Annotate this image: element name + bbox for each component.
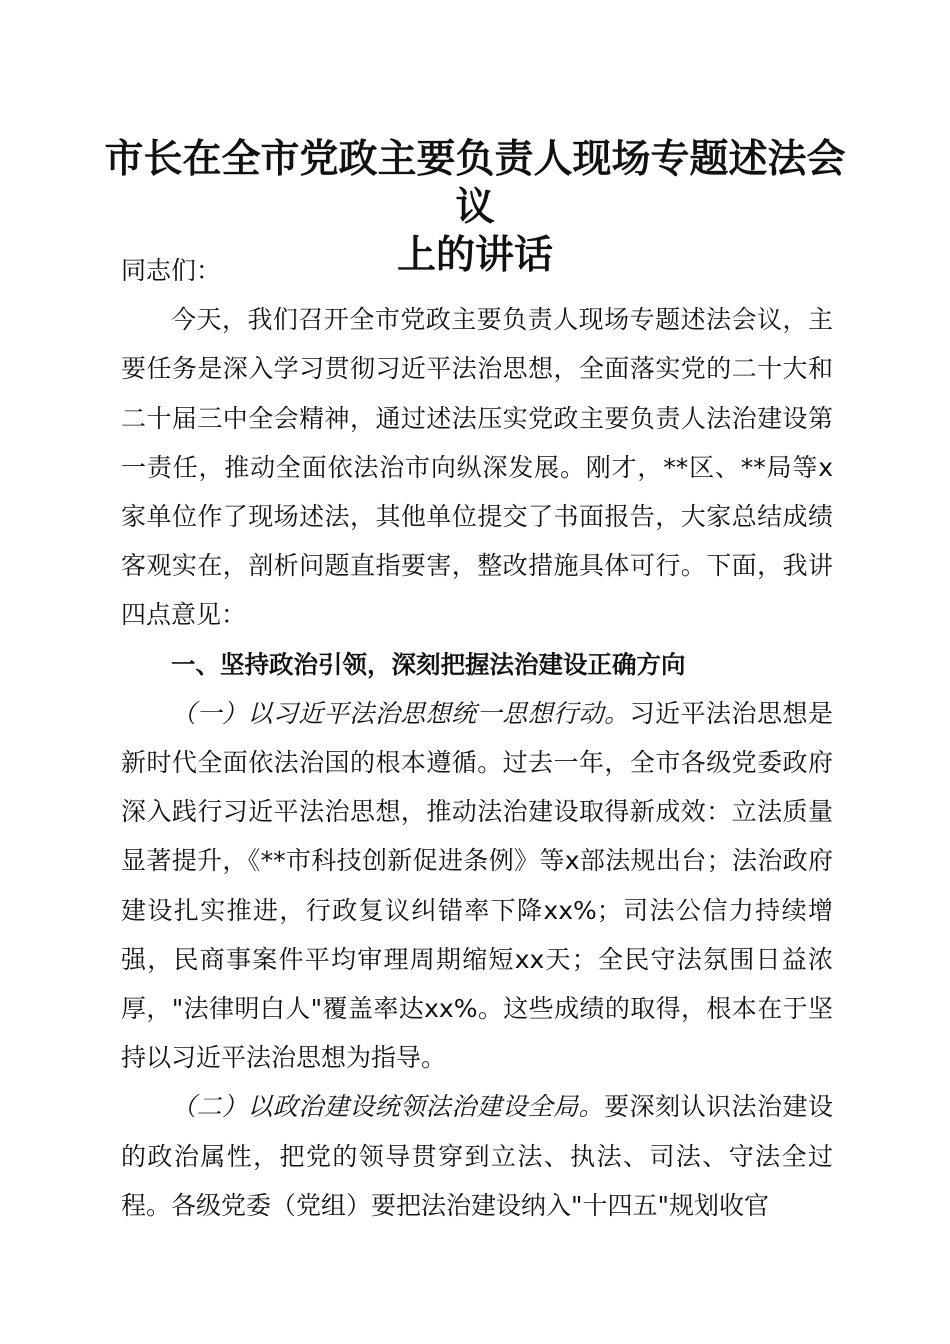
subsection-2-paragraph <box>121 1082 833 1230</box>
subsection-2-body: 要深刻认识法治建设的政治属性，把党的领导贯穿到立法、执法、司法、守法全过程。各级党委（党组）要把法治建设纳入"十四五"规划收官 <box>121 1092 833 1220</box>
subsection-1-paragraph <box>121 689 833 1083</box>
subsection-1-lead: （一）以习近平法治思想统一思想行动。 <box>171 698 630 728</box>
title-line-1: 市长在全市党政主要负责人现场专题述法会议 <box>104 136 846 230</box>
intro-paragraph: 今天，我们召开全市党政主要负责人现场专题述法会议，主要任务是深入学习贯彻习近平法治思想，全面落实党的二十大和二十届三中全会精神，通过述法压实党政主要负责人法治建设第一责任，推动全面依法治市向纵深发展。刚才，**区、**局等x家单位作了现场述法，其他单位提交了书面报告，大家总结成绩客观实在，剖析问题直指要害，整改措施具体可行。下面，我讲四点意见： <box>121 305 833 630</box>
document-body <box>121 246 833 1230</box>
title-line-2: 上的讲话 <box>396 232 553 278</box>
subsection-2-lead: （二）以政治建设统领法治建设全局。 <box>171 1092 605 1122</box>
subsection-1-body: 习近平法治思想是新时代全面依法治国的根本遵循。过去一年，全市各级党委政府深入践行习近平法治思想，推动法治建设取得新成效：立法质量显著提升，《**市科技创新促进条例》等x部法规出台；法治政府建设扎实推进，行政复议纠错率下降xx%；司法公信力持续增强，民商事案件平均审理周期缩短xx天；全民守法氛围日益浓厚，"法律明白人"覆盖率达xx%。这些成绩的取得，根本在于坚持以习近平法治思想为指导。 <box>121 698 833 1073</box>
salutation: 同志们： <box>121 256 222 285</box>
section-1-heading: 一、坚持政治引领，深刻把握法治建设正确方向 <box>171 649 686 679</box>
